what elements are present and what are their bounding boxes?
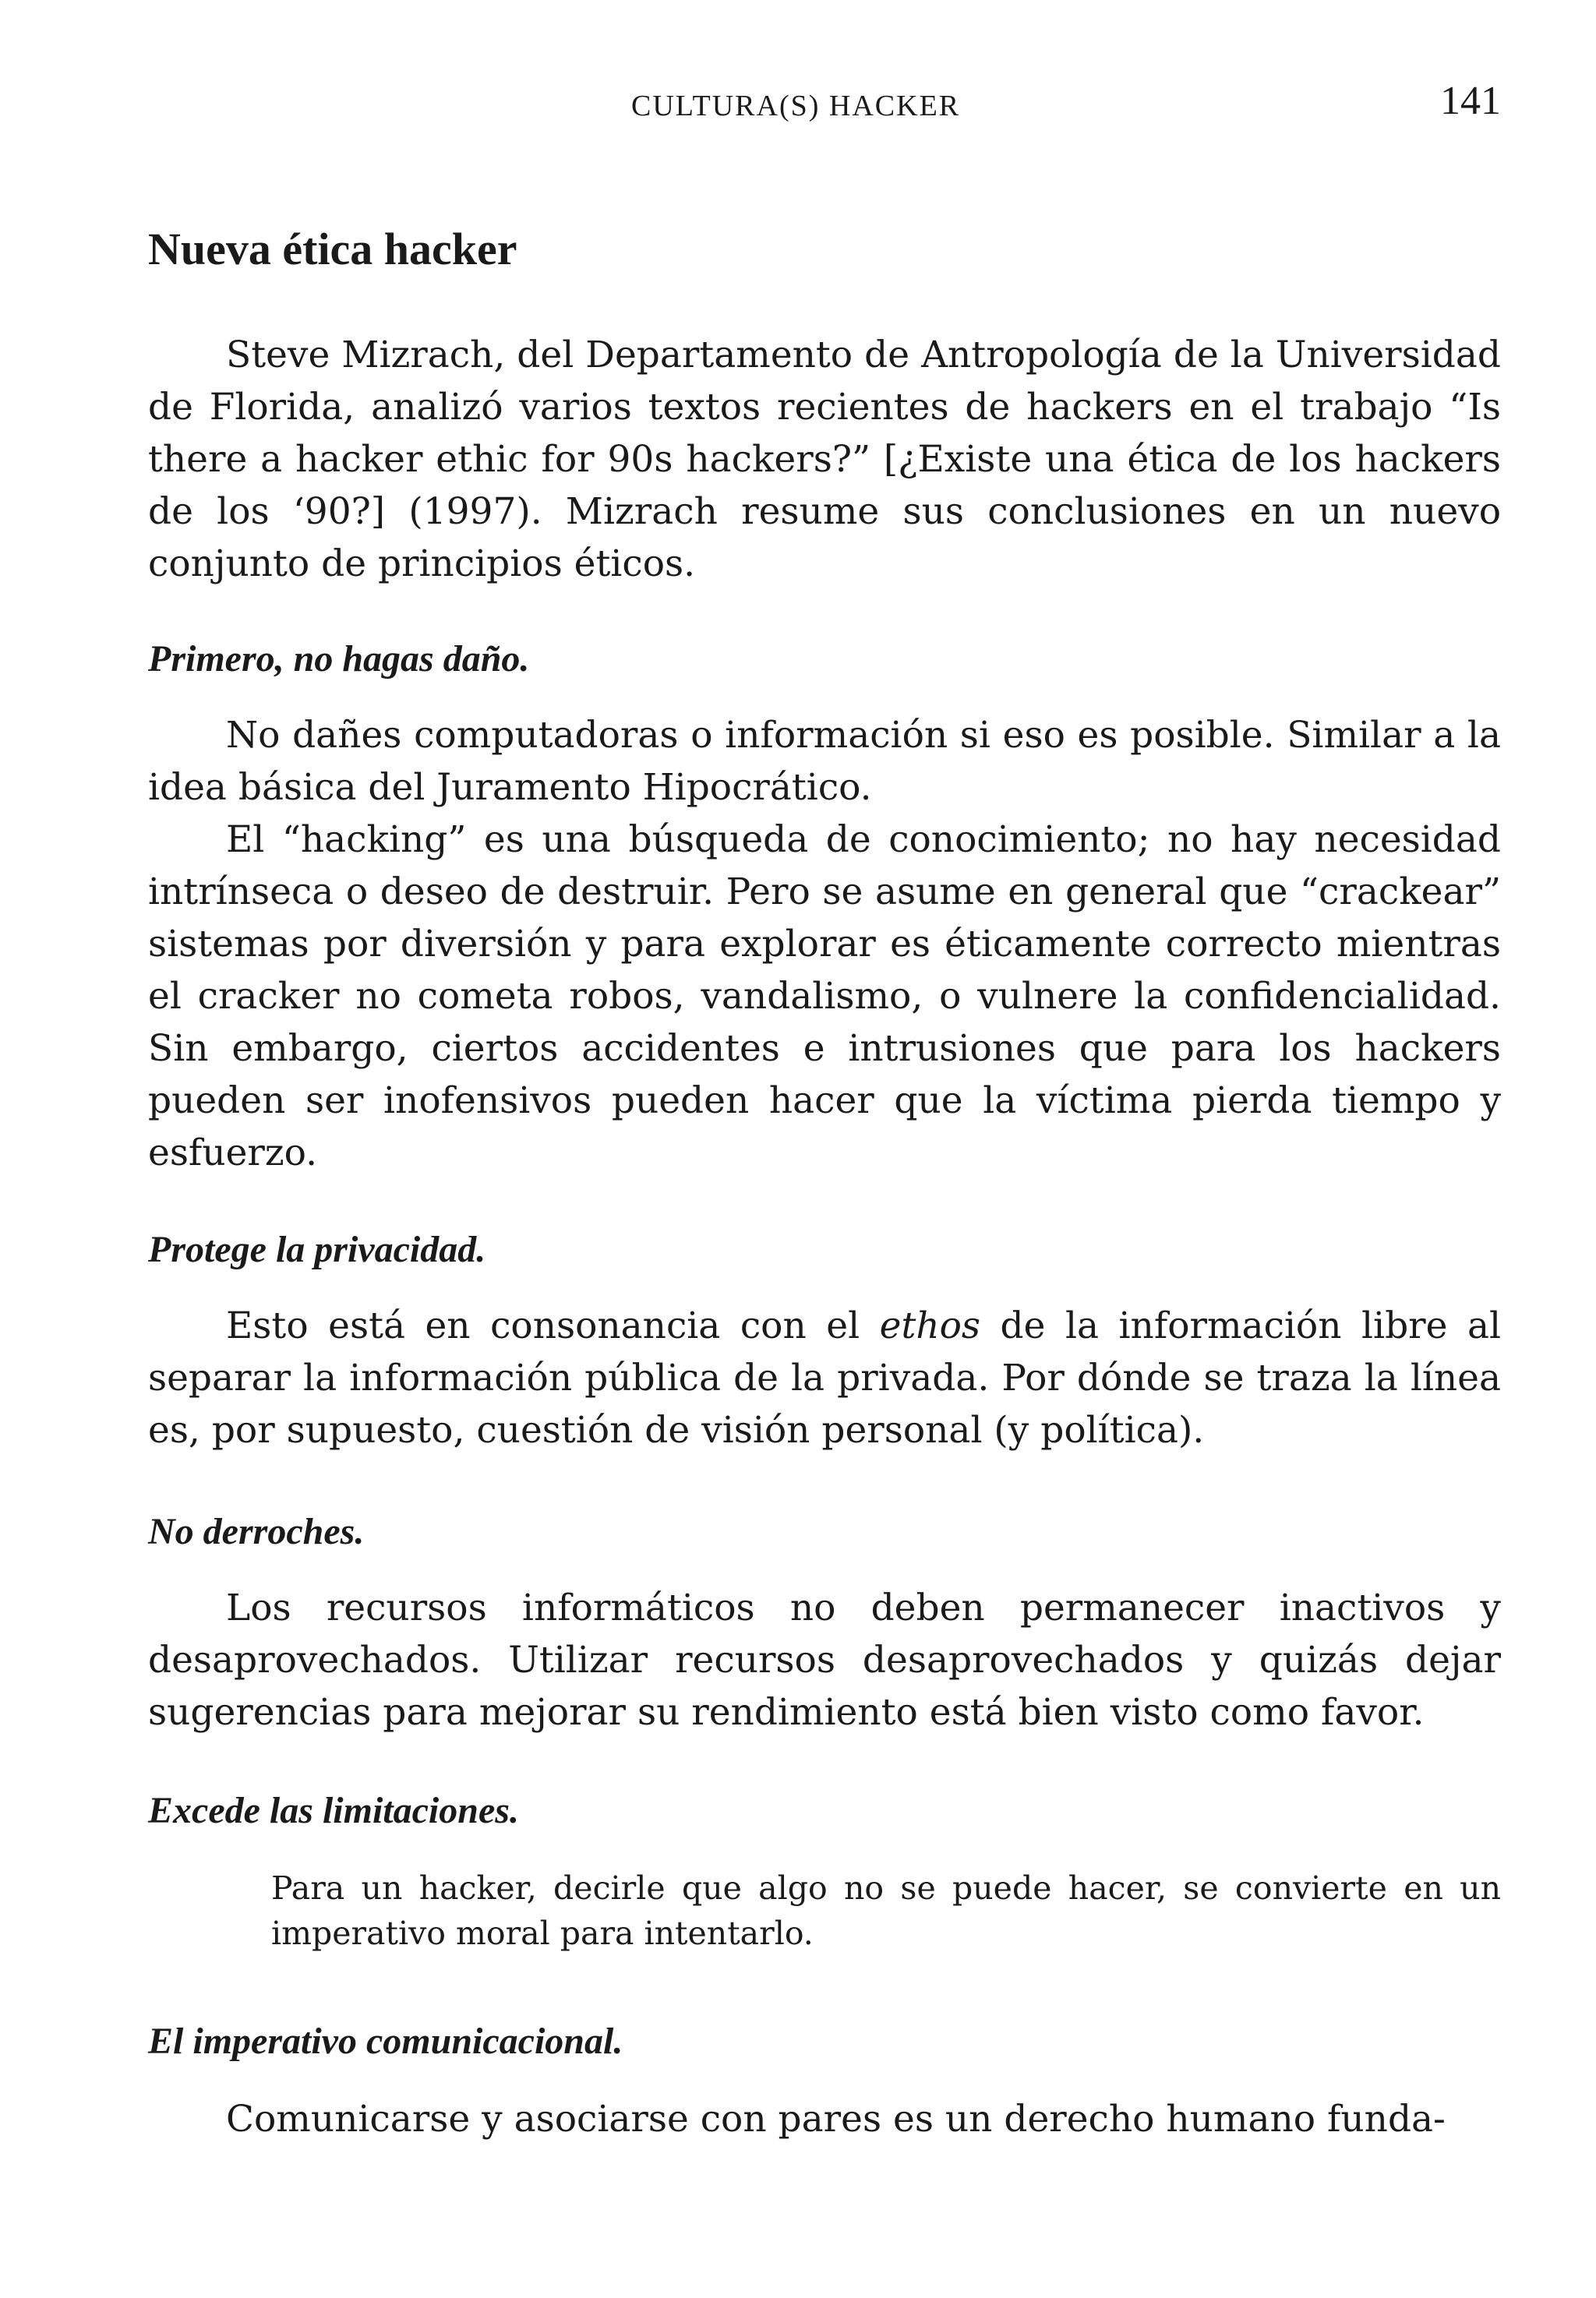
principle-1-paragraph-1: No dañes computadoras o información si eso es posible. Similar a la idea básica del Juramento Hipocrático. <box>148 714 1501 809</box>
principle-2-paragraph <box>148 1300 1501 1456</box>
principle-2-text-after: de la información libre al separar la información pública de la privada. Por dónde se traza la línea es, por supuesto, cuestión de visión personal (y política). <box>148 1304 1502 1452</box>
ethos-emphasis: ethos <box>879 1304 981 1347</box>
running-title: CULTURA(S) HACKER <box>631 90 961 122</box>
principle-heading-2: Protege la privacidad. <box>148 1229 486 1270</box>
principle-heading-4: Excede las limitaciones. <box>148 1790 519 1831</box>
intro-paragraph: Steve Mizrach, del Departamento de Antropología de la Universidad de Florida, analizó varios textos recientes de hackers en el trabajo “Is there a hacker ethic for 90s hackers?” [¿Existe una ética de los hackers de los ‘90?] (1997). Mizrach resume sus conclusiones en un nuevo conjunto de principios éticos. <box>148 334 1501 585</box>
principle-5-paragraph: Comunicarse y asociarse con pares es un derecho humano funda- <box>226 2098 1446 2141</box>
principle-3-paragraph: Los recursos informáticos no deben permanecer inactivos y desaprovechados. Utilizar recursos desaprovechados y quizás dejar sugerencias para mejorar su rendimiento está bien visto como favor. <box>148 1587 1501 1734</box>
running-header <box>148 78 1501 125</box>
principle-2-text-before: Esto está en consonancia con el <box>226 1304 880 1347</box>
section-title: Nueva ética hacker <box>148 224 517 274</box>
principle-heading-3: No derroches. <box>148 1511 365 1552</box>
block-quote: Para un hacker, decirle que algo no se puede hacer, se convierte en un imperativo moral para intentarlo. <box>271 1869 1501 1952</box>
page-number: 141 <box>1440 79 1501 123</box>
principle-heading-5: El imperativo comunicacional. <box>148 2021 623 2062</box>
principle-heading-1: Primero, no hagas daño. <box>148 638 530 680</box>
principle-1-paragraph-2: El “hacking” es una búsqueda de conocimiento; no hay necesidad intrínseca o deseo de destruir. Pero se asume en general que “crackear” sistemas por diversión y para explorar es éticamente correcto mientras el cracker no cometa robos, vandalismo, o vulnere la confidencialidad. Sin embargo, ciertos accidentes e intrusiones que para los hackers pueden ser inofensivos pueden hacer que la víctima pierda tiempo y esfuerzo. <box>148 818 1501 1174</box>
